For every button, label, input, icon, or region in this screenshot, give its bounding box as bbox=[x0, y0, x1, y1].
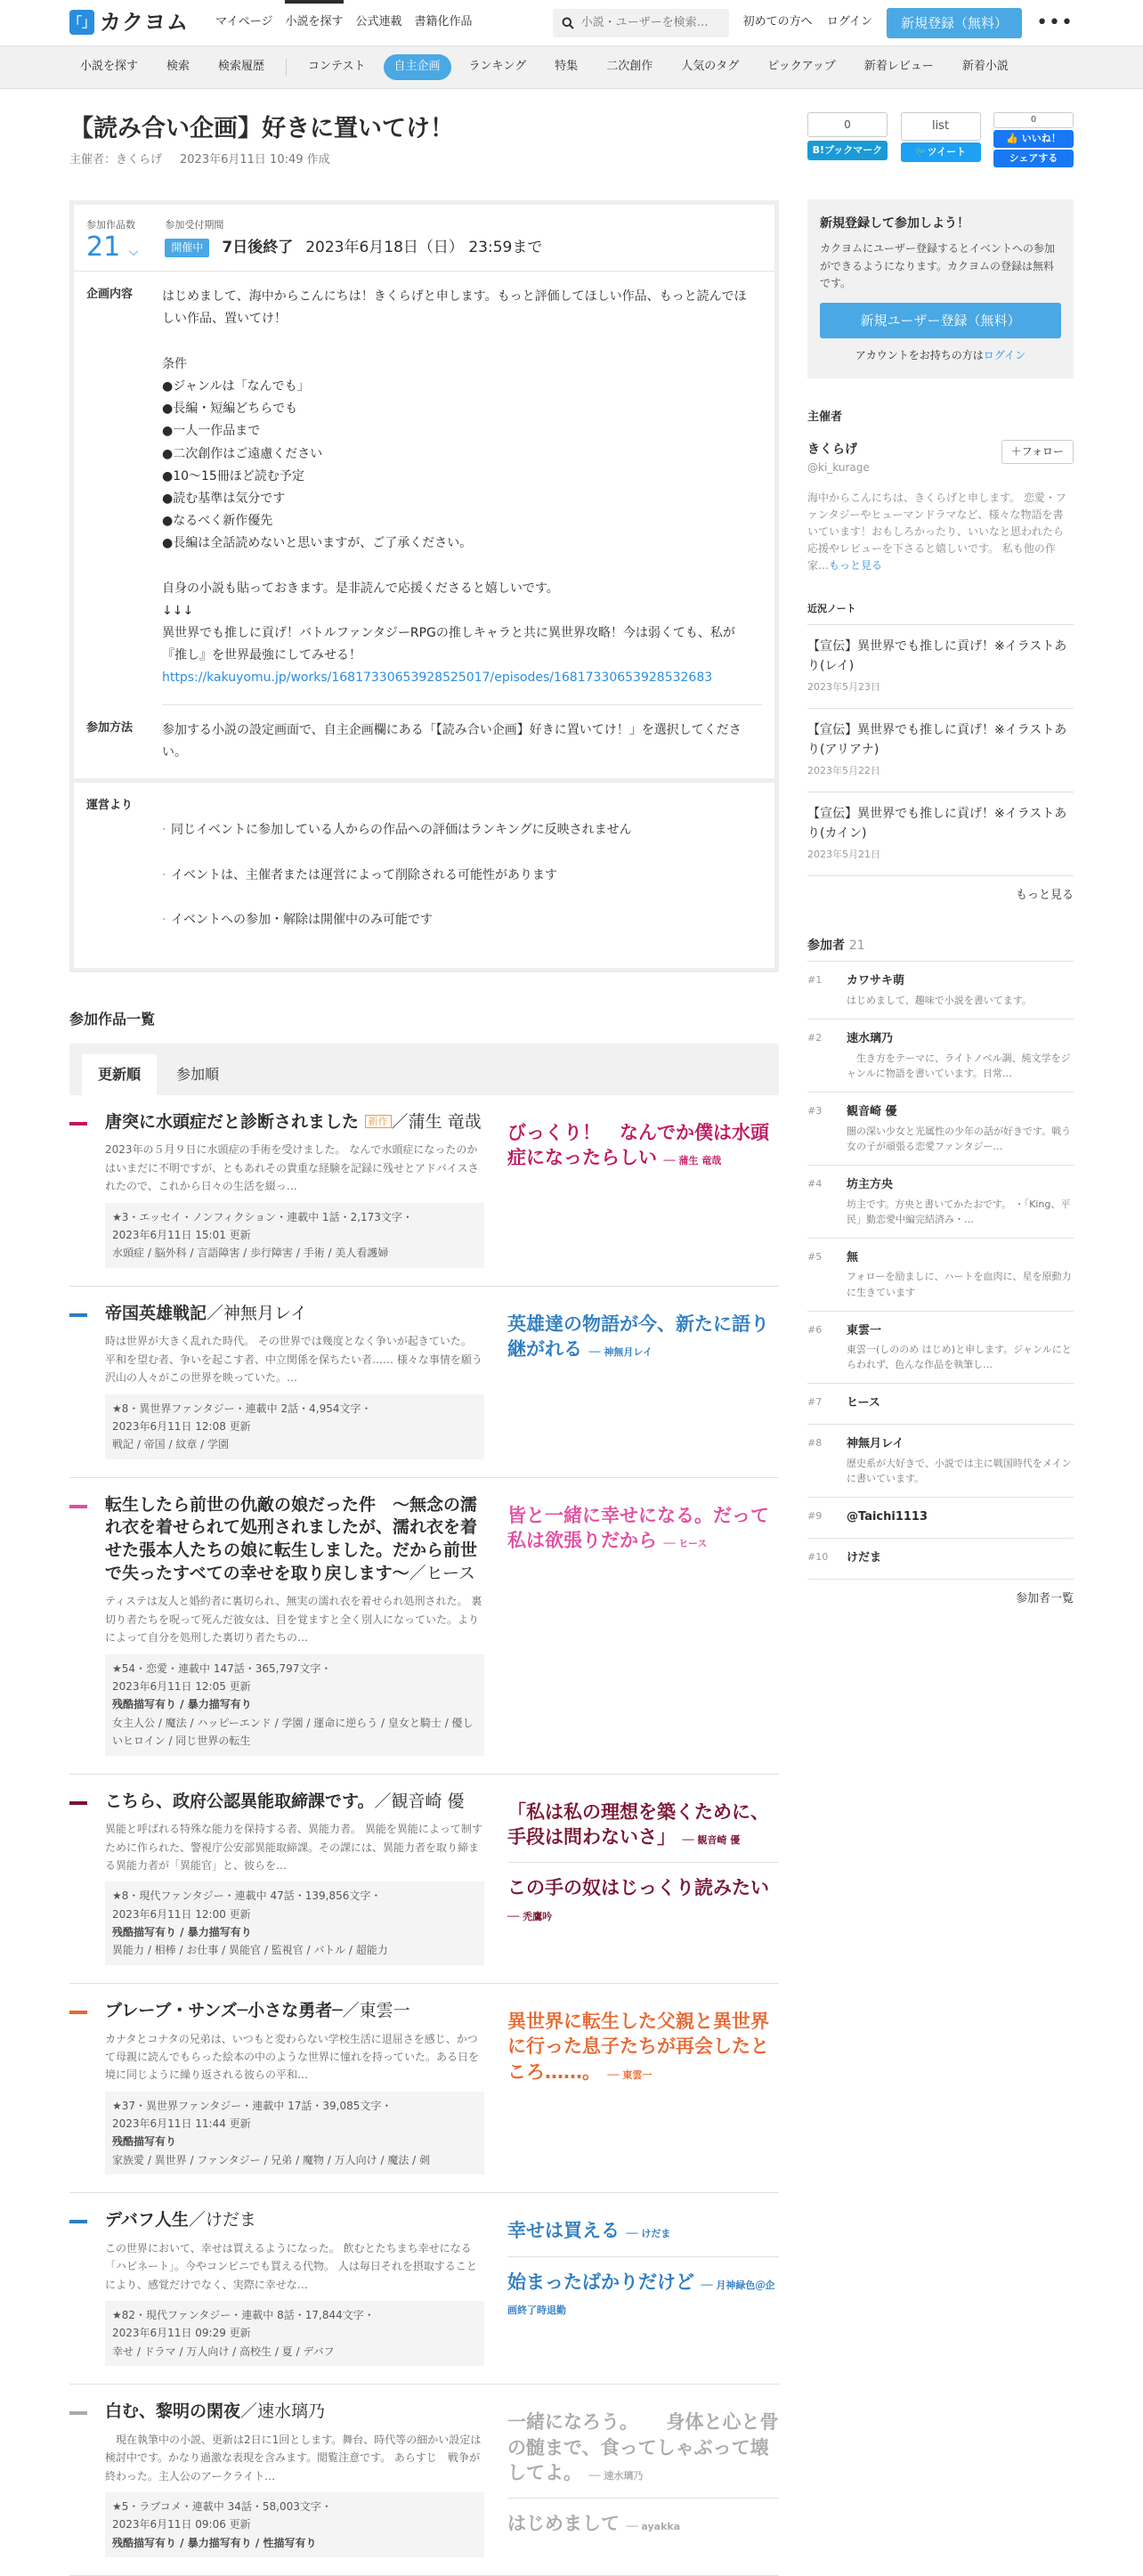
entry-count-block bbox=[86, 217, 138, 263]
work-catchphrases bbox=[484, 2000, 779, 2174]
organizer-desc-text: 海中からこんにちは、きくらげと申します。 恋愛・ファンタジーやヒューマンドラマなど、様々な物語を書いています！おもしろかったり、いいなと思われたら応援やレビューを下さると嬉しいです。 私も他の作家… bbox=[807, 491, 1066, 573]
tweet[interactable] bbox=[901, 112, 981, 167]
subnav-history[interactable]: 検索履歴 bbox=[218, 60, 265, 74]
register-button[interactable]: 新規登録（無料） bbox=[887, 8, 1022, 38]
participants-count: 21 bbox=[848, 938, 865, 953]
work-catchphrases bbox=[484, 1791, 779, 1965]
note-item[interactable] bbox=[807, 625, 1074, 709]
catchphrase-author[interactable]: ── 神無月レイ bbox=[588, 1346, 653, 1359]
organizer-id: @ki_kurage bbox=[807, 461, 870, 475]
catchphrase bbox=[507, 2498, 779, 2536]
work-author[interactable]: ／東雲一 bbox=[342, 2000, 410, 2020]
work-updated: 2023年6月11日 12:08 更新 bbox=[112, 1420, 251, 1434]
participant-info bbox=[847, 972, 1032, 1008]
site-logo[interactable] bbox=[69, 5, 189, 39]
work-stats: ★37・異世界ファンタジー・連載中 17話・39,085文字・ bbox=[112, 2099, 393, 2112]
work-catchphrases bbox=[484, 1494, 779, 1756]
work-body bbox=[105, 2401, 484, 2557]
participant-rank: #6 bbox=[807, 1323, 823, 1336]
work-meta bbox=[105, 1394, 484, 1459]
participant-name: 坊主方央 bbox=[847, 1177, 894, 1191]
description-body bbox=[162, 286, 762, 689]
subnav-find[interactable]: 小説を探す bbox=[80, 60, 139, 74]
catchphrase bbox=[507, 2218, 779, 2243]
catchphrase-text: 一緒になろう。 身体と心と骨の髄まで、食ってしゃぶって壊してよ。 bbox=[507, 2411, 779, 2483]
work-main bbox=[69, 2401, 484, 2557]
entry-count[interactable] bbox=[86, 232, 138, 262]
participant-rank: #10 bbox=[807, 1550, 829, 1563]
period-block bbox=[165, 217, 542, 261]
work-catchphrases bbox=[484, 1111, 779, 1268]
catchphrase bbox=[507, 2009, 779, 2084]
work-title-line bbox=[105, 1791, 484, 1814]
work-updated: 2023年6月11日 09:06 更新 bbox=[112, 2518, 251, 2531]
admin-notes-label: 運営より bbox=[86, 798, 134, 812]
works-list bbox=[69, 1095, 779, 2576]
event-info-box bbox=[69, 200, 779, 973]
join-method-label: 参加方法 bbox=[86, 720, 134, 735]
subnav-fanfic[interactable]: 二次創作 bbox=[606, 60, 653, 74]
work-tags[interactable]: 異能力 / 相棒 / お仕事 / 異能官 / 監視官 / バトル / 超能力 bbox=[112, 1944, 388, 1957]
organizer-name: きくらげ bbox=[807, 442, 857, 457]
fb-share-button[interactable]: シェアする bbox=[993, 150, 1074, 167]
participant-desc: 坊主です。方央と書いてかたおです。 ・「King、平民」勤恋愛中編完結済み・… bbox=[847, 1198, 1071, 1225]
catchphrase-text: 英雄達の物語が今、新たに語り継がれる bbox=[507, 1312, 769, 1361]
organizer-heading: 主催者 bbox=[807, 410, 843, 425]
work-stats: ★8・異世界ファンタジー・連載中 2話・4,954文字・ bbox=[112, 1402, 372, 1415]
work-title-line bbox=[105, 1111, 484, 1134]
participant-rank: #7 bbox=[807, 1396, 823, 1409]
work-main bbox=[69, 1791, 484, 1965]
register-box bbox=[807, 199, 1074, 378]
work-catchphrases bbox=[484, 1303, 779, 1459]
participant-rank: #3 bbox=[807, 1104, 823, 1117]
note-item[interactable] bbox=[807, 709, 1074, 792]
work-tags[interactable]: 水頭症 / 脳外科 / 言語障害 / 歩行障害 / 手術 / 美人看護婦 bbox=[112, 1247, 389, 1260]
organizer-label[interactable]: 主催者：きくらげ bbox=[69, 152, 163, 167]
description-text: はじめまして、海中からこんにちは！きくらげと申します。もっと評価してほしい作品、もっと読んでほしい作品、置いてけ！ 条件 ●ジャンルは「なんでも」 ●長編・短編どちらでも ●一人一作品まで ●二次創作はご遠慮ください ●10～15冊ほど読む予定 ●読む基準は気分です ●なるべく新作優先 ●長編は全話読めないと思いますが、ご了承ください。 自身の小説も貼っておきます。是非読んで応援くださると嬉しいです。 ↓↓↓ 異世界でも推しに貢げ！バトルファンタジーRPGの推しキャラと共に異世界攻略！今は弱くても、私が『推し』を世界最強にしてみせる！ bbox=[162, 289, 747, 663]
participants-list bbox=[807, 962, 1074, 1580]
participant-rank: #4 bbox=[807, 1177, 823, 1190]
participant-rank: #5 bbox=[807, 1250, 823, 1263]
participant-item[interactable] bbox=[807, 1539, 1074, 1580]
new-user-register-button[interactable]: 新規ユーザー登録（無料） bbox=[820, 303, 1061, 338]
catchphrase-author[interactable]: ── 禿鷹吟 bbox=[507, 1910, 553, 1922]
work-author[interactable]: ／神無月レイ bbox=[207, 1303, 308, 1323]
participant-desc: はじめまして、趣味で小説を書いてます。 bbox=[847, 994, 1032, 1006]
participant-name: ヒース bbox=[847, 1396, 880, 1410]
global-header bbox=[0, 0, 1143, 46]
note-date: 2023年5月22日 bbox=[807, 765, 880, 777]
main-column bbox=[69, 89, 779, 2576]
admin-note: · イベントは、主催者または運営によって削除される可能性があります bbox=[162, 865, 753, 887]
subnav-popular-tags[interactable]: 人気のタグ bbox=[681, 60, 740, 74]
work-stats: ★8・現代ファンタジー・連載中 47話・139,856文字・ bbox=[112, 1889, 382, 1903]
search-icon bbox=[562, 17, 574, 29]
subnav-new-novels[interactable]: 新着小説 bbox=[961, 60, 1009, 74]
work-main bbox=[69, 1494, 484, 1756]
work-title[interactable]: ブレーブ・サンズ─小さな勇者─ bbox=[105, 2000, 343, 2020]
participant-info bbox=[847, 1103, 1074, 1154]
login-prompt bbox=[820, 347, 1061, 364]
work-main bbox=[69, 1111, 484, 1268]
catchphrase-text: 「私は私の理想を築くために、手段は問わないさ」 bbox=[507, 1800, 769, 1848]
tab-updated[interactable]: 更新順 bbox=[82, 1054, 157, 1095]
participant-name: @Taichi1113 bbox=[847, 1510, 928, 1524]
participant-desc: 闇の深い少女と光属性の少年の話が好きです。戦う女の子が頑張る恋愛ファンタジー… bbox=[847, 1125, 1072, 1152]
work-item bbox=[69, 2385, 779, 2576]
subnav-new-reviews[interactable]: 新着レビュー bbox=[863, 60, 934, 74]
participant-name: けだま bbox=[847, 1550, 882, 1564]
catchphrase-text: 異世界に転生した父親と異世界に行った息子たちが再会したところ……。 bbox=[507, 2010, 769, 2083]
period-label: 参加受付期間 bbox=[165, 218, 224, 231]
work-title-line bbox=[105, 1494, 484, 1586]
participant-name: 無 bbox=[847, 1250, 859, 1264]
page-meta bbox=[69, 151, 779, 170]
work-intro: 2023年の５月９日に水頭症の手術を受けました。 なんで水頭症になったのかはいまだに不明ですが、ともあれその貴重な経験を記録に残せとアドバイスされたので、これから日々の生活を綴っ… bbox=[105, 1143, 479, 1193]
like-count: 0 bbox=[993, 112, 1074, 128]
catchphrase-text: 幸せは買える bbox=[507, 2220, 620, 2242]
participant-item[interactable] bbox=[807, 1239, 1074, 1312]
work-main bbox=[69, 2209, 484, 2366]
catchphrase bbox=[507, 1503, 779, 1554]
remaining-days: 7日後終了 bbox=[222, 239, 294, 257]
work-stats: ★82・現代ファンタジー・連載中 8話・17,844文字・ bbox=[112, 2309, 375, 2322]
work-stats: ★54・恋愛・連載中 147話・365,797文字・ bbox=[112, 1662, 332, 1675]
admin-note: · イベントへの参加・解除は開催中のみ可能です bbox=[162, 909, 753, 931]
catchphrase-author[interactable]: ── 蒲生 竜哉 bbox=[663, 1155, 722, 1167]
work-body bbox=[105, 2209, 484, 2366]
description-label: 企画内容 bbox=[86, 288, 134, 302]
participant-name: 観音崎 優 bbox=[847, 1104, 897, 1118]
work-body bbox=[105, 1303, 484, 1459]
participant-item[interactable] bbox=[807, 1498, 1074, 1539]
follow-button[interactable]: ＋フォロー bbox=[1001, 440, 1074, 464]
header-nav bbox=[215, 0, 473, 45]
participant-info bbox=[847, 1508, 928, 1527]
like-button[interactable]: 👍 いいね！ bbox=[993, 130, 1074, 148]
deadline: 2023年6月18日（日） 23:59まで bbox=[305, 239, 543, 257]
hatena-bookmark[interactable] bbox=[807, 112, 888, 167]
work-meta bbox=[105, 2492, 484, 2557]
search-box bbox=[553, 9, 729, 37]
catchphrase-text: 始まったばかりだけど bbox=[507, 2271, 694, 2293]
participant-desc: 生き方をテーマに、ライトノベル調、純文学をジャンルに物語を書いています。日常… bbox=[847, 1052, 1071, 1079]
work-updated: 2023年6月11日 12:00 更新 bbox=[112, 1907, 251, 1921]
work-body bbox=[105, 1111, 484, 1268]
work-title[interactable]: 唐突に水頭症だと診断されました bbox=[105, 1111, 360, 1132]
page-title: 【読み合い企画】好きに置いてけ！ bbox=[69, 115, 454, 142]
work-updated: 2023年6月11日 09:29 更新 bbox=[112, 2327, 251, 2340]
work-item bbox=[69, 1478, 779, 1775]
note-date: 2023年5月21日 bbox=[807, 849, 880, 861]
note-date: 2023年5月23日 bbox=[807, 681, 880, 694]
sub-nav bbox=[0, 46, 1143, 89]
work-meta bbox=[105, 1881, 484, 1965]
catchphrase bbox=[507, 1862, 779, 1926]
work-author[interactable]: ／けだま bbox=[188, 2210, 256, 2231]
participant-name: 神無月レイ bbox=[847, 1437, 904, 1451]
work-intro: ティステは友人と婚約者に裏切られ、無実の濡れ衣を着せられ処刑された。 裏切り者たちを呪って死んだ彼女は、目を覚ますと全く別人になっていた。よりによって自分を処刑した裏切り者たちの… bbox=[105, 1595, 482, 1645]
work-item bbox=[69, 1095, 779, 1287]
organizer-more-link[interactable]: もっと見る bbox=[829, 559, 883, 573]
note-title: 【宣伝】異世界でも推しに貢げ！※イラストあり(カイン) bbox=[807, 806, 1067, 841]
participant-item[interactable] bbox=[807, 1384, 1074, 1425]
event-description-row bbox=[74, 272, 774, 703]
participant-rank: #1 bbox=[807, 974, 823, 987]
register-box-title: 新規登録して参加しよう！ bbox=[820, 216, 969, 231]
catchphrase bbox=[507, 2409, 779, 2485]
work-tags[interactable]: 幸せ / ドラマ / 万人向け / 高校生 / 夏 / デバフ bbox=[112, 2344, 335, 2358]
created-date: 2023年6月11日 10:49 作成 bbox=[180, 152, 330, 167]
warning-text: 残酷描写有り / 暴力描写有り bbox=[112, 1926, 252, 1939]
work-item bbox=[69, 2193, 779, 2385]
catchphrase-author[interactable]: ── 月神緑色＠企画終了時退勤 bbox=[507, 2279, 775, 2316]
warning-text: 残酷描写有り bbox=[112, 2135, 177, 2149]
notes-more-link[interactable]: もっと見る bbox=[1015, 888, 1074, 902]
participant-rank: #8 bbox=[807, 1437, 823, 1450]
participant-desc: 東雲一(しののめ はじめ)と申します。ジャンルにとらわれず、色んな作品を執筆し… bbox=[847, 1344, 1072, 1371]
work-intro: この世界において、幸せは買えるようになった。 飲むとたちまち幸せになる「ハピネート」。今やコンビニでも買える代物。 人は毎日それを摂取することにより、感覚だけでなく、実際に幸せな… bbox=[105, 2241, 477, 2291]
facebook-like[interactable] bbox=[993, 112, 1074, 167]
work-stats: ★5・ラブコメ・連載中 34話・58,003文字・ bbox=[112, 2500, 332, 2514]
login-prompt-text: アカウントをお持ちの方は bbox=[855, 348, 984, 362]
logo-text: カクヨム bbox=[100, 10, 189, 36]
genre-color-bar bbox=[69, 1801, 87, 1805]
work-meta bbox=[105, 2092, 484, 2175]
work-stats: ★3・エッセイ・ノンフィクション・連載中 1話・2,173文字・ bbox=[112, 1210, 413, 1223]
content-warning bbox=[112, 2534, 477, 2552]
participant-item[interactable] bbox=[807, 1312, 1074, 1385]
event-summary bbox=[74, 205, 774, 272]
work-intro: 異能と呼ばれる特殊な能力を保持する者、異能力者。 異能を異能によって制すために作られた、警視庁公安部異能取締課。その課には、異能力者を取り締まる異能力者が「異能官」と、彼らを… bbox=[105, 1823, 482, 1872]
nav-find-novels[interactable]: 小説を探す bbox=[285, 0, 343, 45]
share-buttons bbox=[807, 112, 1074, 167]
work-item bbox=[69, 1775, 779, 1984]
genre-color-bar bbox=[69, 2011, 87, 2014]
note-item[interactable] bbox=[807, 792, 1074, 876]
catchphrase-text: びっくり！ なんでか僕は水頭症になったらしい bbox=[507, 1121, 769, 1169]
catchphrase bbox=[507, 1312, 779, 1362]
catchphrase-author[interactable]: ── 東雲一 bbox=[607, 2068, 653, 2081]
work-title[interactable]: デバフ人生 bbox=[105, 2210, 189, 2231]
catchphrase-author[interactable]: ── 観音崎 優 bbox=[682, 1833, 741, 1846]
work-title-line bbox=[105, 1303, 484, 1326]
participant-info bbox=[847, 1249, 1074, 1300]
genre-color-bar bbox=[69, 2220, 87, 2223]
catchphrase-text: 皆と一緒に幸せになる。だって私は欲張りだから bbox=[507, 1504, 769, 1552]
work-tags[interactable]: 女主人公 / 魔法 / ハッピーエンド / 学園 / 運命に逆らう / 皇女と騎士 / 優しいヒロイン / 同じ世界の転生 bbox=[112, 1716, 474, 1748]
organizer-identity[interactable] bbox=[807, 440, 870, 477]
work-meta bbox=[105, 1203, 484, 1268]
join-method-row bbox=[74, 705, 774, 778]
work-author[interactable]: ／速水璃乃 bbox=[240, 2401, 326, 2422]
work-intro: 時は世界が大きく乱れた時代。 その世界では幾度となく争いが起きていた。 平和を望む者、争いを起こす者、中立関係を保ちたい者…… 様々な事情を願う沢山の人々がこの世界を映っていた。… bbox=[105, 1335, 482, 1385]
participant-item[interactable] bbox=[807, 1093, 1074, 1166]
subnav-ranking[interactable]: ランキング bbox=[468, 60, 527, 74]
work-title-line bbox=[105, 2401, 484, 2424]
tweet-button[interactable]: 🐦ツイート bbox=[901, 142, 981, 162]
catchphrase-text: この手の奴はじっくり読みたい bbox=[507, 1877, 769, 1899]
participant-desc: 歴史系が大好きで、小説では主に戦国時代をメインに書いています。 bbox=[847, 1458, 1072, 1485]
participants-label: 参加者 bbox=[807, 938, 845, 953]
content-warning bbox=[112, 1695, 477, 1713]
work-title-line bbox=[105, 2000, 484, 2023]
participant-rank: #2 bbox=[807, 1031, 823, 1044]
notes-heading: 近況ノート bbox=[807, 601, 1074, 625]
hatena-count: 0 bbox=[807, 112, 888, 137]
content-wrap bbox=[0, 89, 1143, 2576]
participant-info bbox=[847, 1435, 1074, 1486]
participant-info bbox=[847, 1030, 1074, 1081]
work-intro: カナタとコナタの兄弟は、いつもと変わらない学校生活に退屈さを感じ、かつて母親に読んでもらった絵本の中のような世界に憧れを持っていた。ある日を境に同じように繰り返される彼らの平和… bbox=[105, 2032, 480, 2082]
subnav-features[interactable]: 特集 bbox=[555, 60, 579, 74]
admin-notes-list bbox=[162, 797, 762, 954]
work-updated: 2023年6月11日 12:05 更新 bbox=[112, 1679, 251, 1693]
sidebar-login-link[interactable]: ログイン bbox=[983, 348, 1026, 362]
subnav-search[interactable]: 検索 bbox=[166, 60, 190, 74]
catchphrase-author[interactable]: ── ayakka bbox=[626, 2521, 681, 2533]
participant-name: カワサキ萌 bbox=[847, 974, 905, 988]
nav-published-works[interactable]: 書籍化作品 bbox=[414, 15, 473, 29]
genre-color-bar bbox=[69, 2411, 87, 2415]
work-author[interactable]: ／蒲生 竜哉 bbox=[391, 1111, 482, 1132]
work-meta bbox=[105, 2301, 484, 2366]
participant-info bbox=[847, 1549, 881, 1568]
participants-more-link[interactable]: 参加者一覧 bbox=[1015, 1591, 1074, 1605]
more-menu-icon[interactable]: ••• bbox=[1036, 11, 1074, 34]
join-method-text: 参加する小説の設定画面で、自主企画欄にある「【読み合い企画】好きに置いてけ！」を選択してください。 bbox=[162, 722, 742, 760]
tab-joined[interactable]: 参加順 bbox=[176, 1066, 220, 1084]
chevron-down-icon: ⌵ bbox=[128, 245, 139, 260]
work-updated: 2023年6月11日 15:01 更新 bbox=[112, 1229, 251, 1242]
work-item bbox=[69, 1287, 779, 1478]
work-item bbox=[69, 1984, 779, 2193]
genre-color-bar bbox=[69, 1122, 87, 1125]
organizer-card bbox=[807, 440, 1074, 477]
genre-color-bar bbox=[69, 1313, 87, 1317]
status-badge: 開催中 bbox=[165, 239, 209, 257]
participants-heading bbox=[807, 936, 1074, 962]
subnav-divider bbox=[286, 59, 287, 77]
work-title-line bbox=[105, 2209, 484, 2232]
organizer-desc bbox=[807, 490, 1074, 575]
logo-mark-icon: 「」 bbox=[69, 10, 94, 35]
participant-rank: #9 bbox=[807, 1510, 823, 1523]
catchphrase-author[interactable]: ── 速水璃乃 bbox=[588, 2469, 644, 2482]
warning-text: 残酷描写有り / 暴力描写有り / 性描写有り bbox=[112, 2536, 317, 2549]
catchphrase-text: はじめまして bbox=[507, 2513, 620, 2535]
register-box-desc: カクヨムにユーザー登録するとイベントへの参加ができるようになります。カクヨムの登録は無料です。 bbox=[820, 242, 1056, 289]
works-section-title: 参加作品一覧 bbox=[69, 1011, 156, 1028]
work-updated: 2023年6月11日 11:44 更新 bbox=[112, 2117, 251, 2131]
participant-item[interactable] bbox=[807, 962, 1074, 1020]
work-title[interactable]: 白む、黎明の閑夜 bbox=[105, 2401, 241, 2422]
participant-item[interactable] bbox=[807, 1425, 1074, 1498]
participant-name: 速水璃乃 bbox=[847, 1031, 894, 1045]
work-catchphrases bbox=[484, 2401, 779, 2557]
description-link[interactable]: https://kakuyomu.jp/works/16817330653928525017/episodes/16817330653928532683 bbox=[162, 670, 713, 686]
subnav-pickup[interactable]: ピックアップ bbox=[767, 60, 836, 74]
work-main bbox=[69, 2000, 484, 2174]
period-row bbox=[165, 236, 542, 260]
catchphrase-author[interactable]: ── けだま bbox=[626, 2228, 671, 2240]
subnav-contest[interactable]: コンテスト bbox=[308, 60, 366, 74]
participant-item[interactable] bbox=[807, 1166, 1074, 1239]
work-body bbox=[105, 2000, 484, 2174]
content-warning bbox=[112, 2133, 477, 2150]
header-right bbox=[553, 8, 1074, 38]
catchphrase-author[interactable]: ── ヒース bbox=[663, 1538, 708, 1550]
work-tags[interactable]: 戦記 / 帝国 / 紋章 / 学園 bbox=[112, 1438, 230, 1451]
content-warning bbox=[112, 1923, 477, 1941]
new-badge: 新作 bbox=[365, 1115, 392, 1128]
warning-text: 残酷描写有り / 暴力描写有り bbox=[112, 1698, 252, 1711]
entry-count-value: 21 bbox=[86, 232, 121, 264]
work-title[interactable]: 転生したら前世の仇敵の娘だった件 ～無念の濡れ衣を着せられて処刑されましたが、濡れ衣を着せた張本人たちの娘に転生しました。だから前世で失ったすべての幸せを取り戻します～ bbox=[105, 1494, 478, 1583]
admin-notes-row bbox=[74, 778, 774, 968]
work-title[interactable]: こちら、政府公認異能取締課です。 bbox=[105, 1791, 375, 1811]
work-body bbox=[105, 1791, 484, 1965]
participant-item[interactable] bbox=[807, 1020, 1074, 1093]
sidebar bbox=[807, 89, 1074, 2576]
participant-desc: フォローを励ましに、ハートを血肉に、星を原動力に生きています bbox=[847, 1271, 1072, 1298]
work-intro: 現在執筆中の小説、更新は2日に1回とします。舞台、時代等の細かい設定は検討中です。かなり過激な表現を含みます。閲覧注意です。 あらすじ 戦争が終わった。主人公のアークライト… bbox=[105, 2433, 482, 2483]
subnav-user-events[interactable]: 自主企画 bbox=[384, 54, 451, 80]
works-tabs bbox=[69, 1044, 779, 1095]
work-author[interactable]: ／観音崎 優 bbox=[374, 1791, 465, 1811]
entry-count-label: 参加作品数 bbox=[86, 218, 135, 231]
beginner-link[interactable]: 初めての方へ bbox=[742, 15, 813, 29]
work-tags[interactable]: 家族愛 / 異世界 / ファンタジー / 兄弟 / 魔物 / 万人向け / 魔法 / 剣 bbox=[112, 2153, 430, 2166]
catchphrase bbox=[507, 1800, 779, 1850]
hatena-bookmark-button[interactable]: B!ブックマーク bbox=[807, 141, 888, 160]
admin-note: · 同じイベントに参加している人からの作品への評価はランキングに反映されません bbox=[162, 819, 753, 841]
work-main bbox=[69, 1303, 484, 1459]
work-title[interactable]: 帝国英雄戦記 bbox=[105, 1303, 207, 1323]
note-title: 【宣伝】異世界でも推しに貢げ！※イラストあり(アリアナ) bbox=[807, 723, 1067, 757]
catchphrase bbox=[507, 1120, 779, 1171]
nav-official-serials[interactable]: 公式連載 bbox=[355, 15, 402, 29]
participant-name: 東雲一 bbox=[847, 1323, 882, 1337]
genre-color-bar bbox=[69, 1505, 87, 1508]
participant-info bbox=[847, 1176, 1074, 1227]
search-input[interactable] bbox=[581, 16, 715, 29]
participant-info bbox=[847, 1394, 880, 1413]
tweet-count: list bbox=[901, 112, 981, 141]
work-catchphrases bbox=[484, 2209, 779, 2366]
work-author[interactable]: ／ヒース bbox=[409, 1563, 475, 1583]
catchphrase bbox=[507, 2256, 779, 2320]
work-meta bbox=[105, 1654, 484, 1756]
note-title: 【宣伝】異世界でも推しに貢げ！※イラストあり(レイ) bbox=[807, 639, 1067, 673]
participant-info bbox=[847, 1322, 1074, 1373]
login-link[interactable]: ログイン bbox=[826, 15, 873, 29]
nav-mypage[interactable]: マイページ bbox=[215, 15, 273, 29]
work-body bbox=[105, 1494, 484, 1756]
